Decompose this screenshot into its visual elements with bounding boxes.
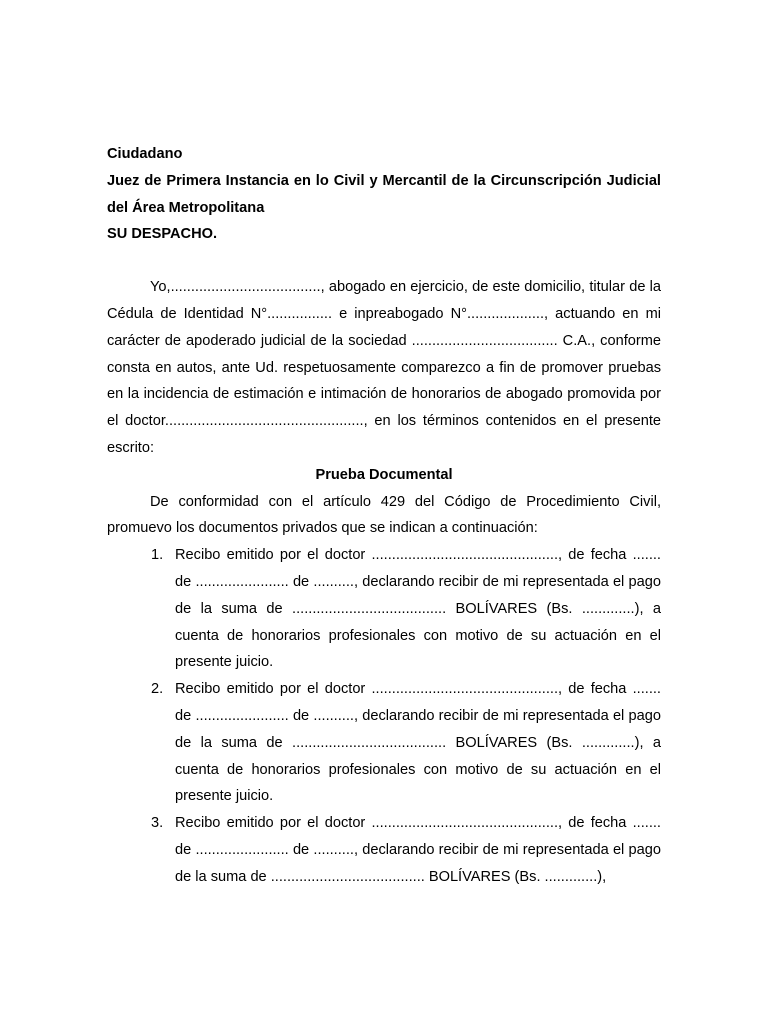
list-item-text: Recibo emitido por el doctor .............................................., de fecha ....... de ....................... de .........., declarando recibir de mi representada el pago de la suma de ...................................... BOLÍVARES (Bs. .............), [175,815,661,885]
list-item [107,810,661,890]
list-item-text: Recibo emitido por el doctor .............................................., de fecha ....... de ....................... de .........., declarando recibir de mi representada el pago de la suma de ...................................... BOLÍVARES (Bs. .............), a cuenta de honorarios profesionales con motivo de su actuación en el presente juicio. [175,547,661,671]
addressee-salutation: Ciudadano [107,146,183,162]
list-item [107,542,661,676]
list-item-number: 3. [151,815,164,832]
section-title: Prueba Documental [315,466,453,483]
addressee-office: SU DESPACHO. [107,226,218,243]
addressee-court: Juez de Primera Instancia en lo Civil y Mercantil de la Circunscripción Judicial del Área Metropolitana [107,172,661,216]
document-page [107,141,661,891]
receipts-list [107,542,661,890]
addressee-block [107,141,661,248]
list-item-number: 2. [151,681,164,698]
intro-paragraph: Yo,....................................., abogado en ejercicio, de este domicilio, titular de la Cédula de Identidad N°................ e inpreabogado N°..................., actuando en mi carácter de apoderado judicial de la sociedad .................................... C.A., conforme consta en autos, ante Ud. respetuosamente comparezco a fin de promover pruebas en la incidencia de estimación e intimación de honorarios de abogado promovida por el doctor................................................., en los términos contenidos en el presente escrito: [107,279,661,456]
list-item-number: 1. [151,547,164,564]
list-item-text: Recibo emitido por el doctor .............................................., de fecha ....... de ....................... de .........., declarando recibir de mi representada el pago de la suma de ...................................... BOLÍVARES (Bs. .............), a cuenta de honorarios profesionales con motivo de su actuación en el presente juicio. [175,681,661,805]
list-item [107,676,661,810]
section-paragraph: De conformidad con el artículo 429 del Código de Procedimiento Civil, promuevo los documentos privados que se indican a continuación: [107,493,661,537]
